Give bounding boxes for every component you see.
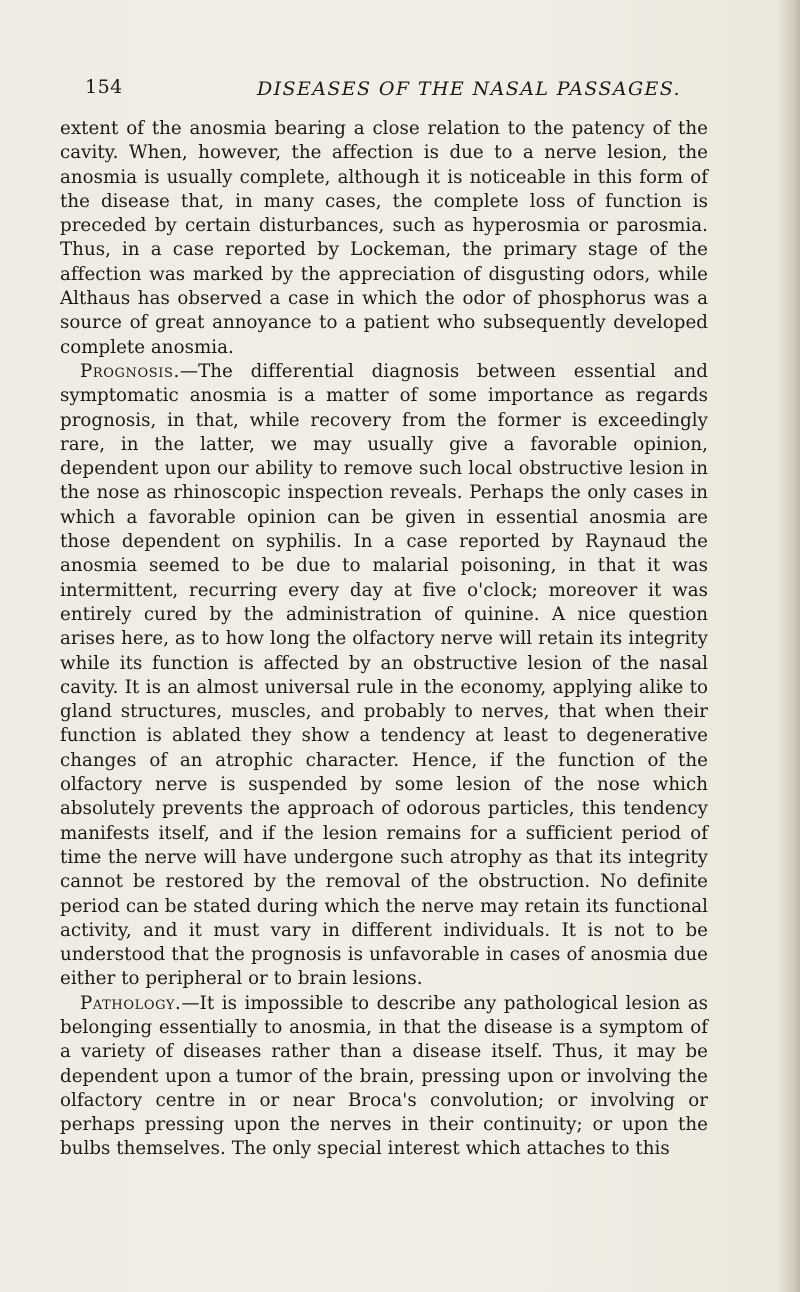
paragraph-pathology [60,992,708,1162]
paragraph-text: —The differential diagnosis between essential and symptomatic anosmia is a matter of some importance as regards prognosis, in that, while recovery from the former is exceedingly rare, in the latter, we may usually give a favorable opinion, dependent upon our ability to remove such local obstructive lesion in the nose as rhinoscopic inspection reveals. Perhaps the only cases in which a favorable opinion can be given in essential anosmia are those dependent on syphilis. In a case reported by Raynaud the anosmia seemed to be due to malarial poisoning, in that it was intermittent, recurring every day at five o'clock; moreover it was entirely cured by the administration of quinine. A nice question arises here, as to how long the olfactory nerve will retain its integrity while its function is affected by an obstructive lesion of the nasal cavity. It is an almost universal rule in the economy, applying alike to gland structures, muscles, and probably to nerves, that when their function is ablated they show a tendency at least to degenerative changes of an atrophic character. Hence, if the function of the olfactory nerve is suspended by some lesion of the nose which absolutely prevents the approach of odorous particles, this tendency manifests itself, and if the lesion remains for a sufficient period of time the nerve will have undergone such atrophy as that its integrity cannot be restored by the removal of the obstruction. No definite period can be stated during which the nerve may retain its functional activity, and it must vary in different individuals. It is not to be understood that the prognosis is unfavorable in cases of anosmia due either to peripheral or to brain lesions. [60,360,708,990]
paragraph-anosmia-continued [60,117,708,360]
section-heading-prognosis: Prognosis. [80,360,180,382]
paragraph-text: —It is impossible to describe any pathological lesion as belonging essentially to anosmia, in that the disease is a symptom of a variety of diseases rather than a disease itself. Thus, it may be dependent upon a tumor of the brain, pressing upon or involving the olfactory centre in or near Broca's convolution; or involving or perhaps pressing upon the nerves in their continuity; or upon the bulbs themselves. The only special interest which attaches to this [60,992,708,1160]
section-heading-pathology: Pathology. [80,992,182,1014]
page-header [85,76,725,110]
paragraph-prognosis [60,360,708,992]
body-text [60,117,708,1162]
paragraph-text: extent of the anosmia bearing a close relation to the patency of the cavity. When, however, the affection is due to a nerve lesion, the anosmia is usually complete, although it is noticeable in this form of the disease that, in many cases, the complete loss of function is preceded by certain disturbances, such as hyperosmia or parosmia. Thus, in a case reported by Lockeman, the primary stage of the affection was marked by the appreciation of disgusting odors, while Althaus has observed a case in which the odor of phosphorus was a source of great annoyance to a patient who subsequently developed complete anosmia. [60,118,708,358]
page-number: 154 [85,76,123,98]
running-title: DISEASES OF THE NASAL PASSAGES. [257,78,681,100]
page-edge-shadow [776,0,800,1292]
